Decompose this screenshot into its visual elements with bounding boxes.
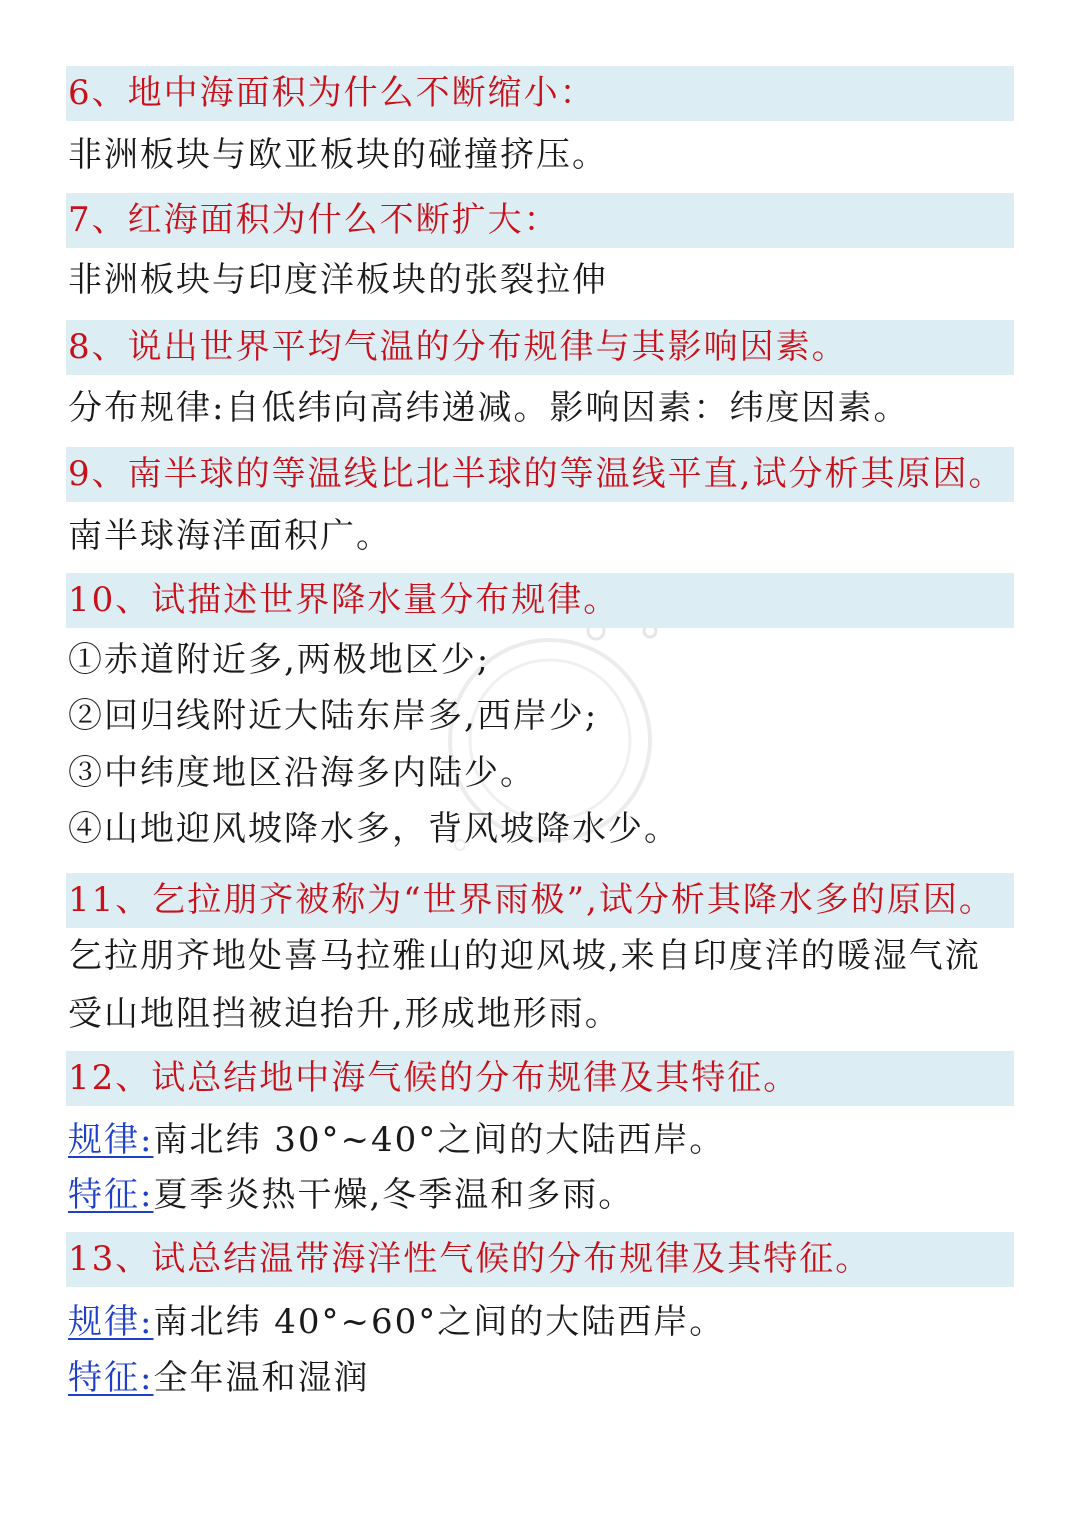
feature-label: 特征: — [68, 1175, 154, 1215]
answer-7: 非洲板块与印度洋板块的张裂拉伸 — [68, 260, 608, 300]
pattern-label: 规律: — [68, 1120, 154, 1160]
question-13: 13、试总结温带海洋性气候的分布规律及其特征。 — [66, 1232, 1014, 1287]
pattern-text: 南北纬 40°~60°之间的大陆西岸。 — [153, 1302, 726, 1342]
pattern-label: 规律: — [68, 1302, 154, 1342]
question-12: 12、试总结地中海气候的分布规律及其特征。 — [66, 1051, 1014, 1106]
answer-10-line-1: ①赤道附近多,两极地区少; — [68, 640, 491, 680]
question-7: 7、红海面积为什么不断扩大： — [66, 193, 1014, 248]
answer-13-pattern — [68, 1294, 725, 1350]
answer-12-pattern — [68, 1112, 725, 1168]
question-9: 9、南半球的等温线比北半球的等温线平直,试分析其原因。 — [66, 447, 1014, 502]
question-11: 11、乞拉朋齐被称为“世界雨极”,试分析其降水多的原因。 — [66, 873, 1014, 928]
answer-10-line-4: ④山地迎风坡降水多，背风坡降水少。 — [68, 809, 680, 849]
answer-9: 南半球海洋面积广。 — [68, 516, 392, 556]
question-8: 8、说出世界平均气温的分布规律与其影响因素。 — [66, 320, 1014, 375]
feature-label: 特征: — [68, 1358, 154, 1398]
answer-12-feature — [68, 1167, 634, 1223]
pattern-text: 南北纬 30°~40°之间的大陆西岸。 — [153, 1120, 726, 1160]
answer-11-line-2: 受山地阻挡被迫抬升,形成地形雨。 — [68, 994, 621, 1034]
question-6: 6、地中海面积为什么不断缩小： — [66, 66, 1014, 121]
answer-10-line-2: ②回归线附近大陆东岸多,西岸少; — [68, 696, 599, 736]
question-10: 10、试描述世界降水量分布规律。 — [66, 573, 1014, 628]
answer-8: 分布规律:自低纬向高纬递减。影响因素：纬度因素。 — [68, 388, 910, 428]
answer-10-line-3: ③中纬度地区沿海多内陆少。 — [68, 753, 536, 793]
answer-6: 非洲板块与欧亚板块的碰撞挤压。 — [68, 135, 608, 175]
answer-13-feature — [68, 1350, 369, 1406]
answer-11-line-1: 乞拉朋齐地处喜马拉雅山的迎风坡,来自印度洋的暖湿气流 — [68, 936, 981, 976]
feature-text: 全年温和湿润 — [153, 1358, 370, 1398]
feature-text: 夏季炎热干燥,冬季温和多雨。 — [153, 1175, 635, 1215]
